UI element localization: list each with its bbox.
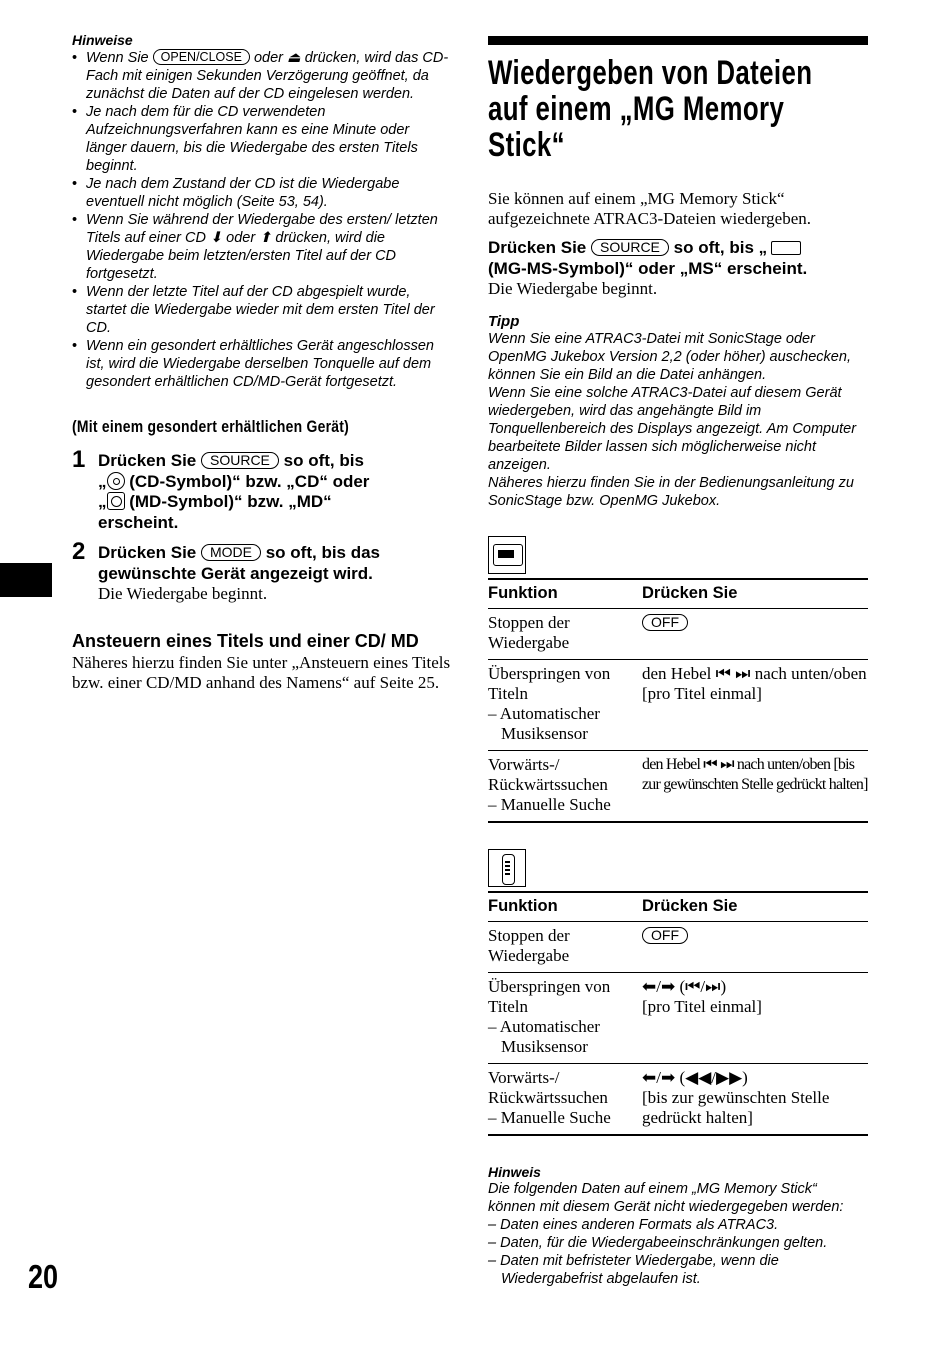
list-item: – Daten, für die Wiedergabeeinschränkungen gelten. [488, 1235, 828, 1251]
table-row: Überspringen von Titeln – Automatischer Musiksensor ⬅/➡ (⏮/⏭) [pro Titel einmal] [488, 973, 868, 1064]
off-button-label: OFF [642, 927, 688, 944]
table-row: Stoppen der Wiedergabe OFF [488, 922, 868, 973]
note-item: • Wenn Sie während der Wiedergabe des ersten/ letzten Titels auf einer CD ⬇ oder ⬆ drücken, wird die Wiedergabe beim letzten/ersten Titel auf der CD fortgesetzt. [72, 211, 452, 283]
tip-text: Wenn Sie eine ATRAC3-Datei mit SonicStage oder OpenMG Jukebox Version 2,2 (oder höher) auschecken, können Sie ein Bild an die Datei anhängen. Wenn Sie eine solche ATRAC3-Datei auf diesem Gerät wiedergeben, wird das angehängte Bild im Tonquellenbereich des Displays angezeigt. Am Computer bearbeitete Bilder lassen sich möglicherweise nicht anzeigen. Näheres hierzu finden Sie in der Bedienungsanleitung zu SonicStage bzw. OpenMG Jukebox. [488, 331, 857, 509]
table-header: Funktion [488, 892, 642, 922]
unit-function-table [488, 578, 868, 823]
note-item: • Je nach dem für die CD verwendeten Aufzeichnungsverfahren kann es eine Minute oder länger dauern, bis die Wiedergabe des ersten Titels beginnt. [72, 103, 452, 175]
step-1: 1 Drücken Sie SOURCE so oft, bis „ (CD-Symbol)“ bzw. „CD“ oder „ (MD-Symbol)“ bzw. „MD“ erscheint. [72, 446, 370, 532]
note-item: • Wenn ein gesondert erhältliches Gerät angeschlossen ist, wird die Wiedergabe derselben Tonquelle auf dem gesondert erhältlichen CD/MD-Gerät fortgesetzt. [72, 337, 452, 391]
notes-list [72, 49, 452, 391]
left-column [72, 32, 452, 693]
section-text: Näheres hierzu finden Sie unter „Ansteuern eines Titels bzw. einer CD/MD anhand des Namens“ auf Seite 25. [72, 653, 451, 692]
footnote-title: Hinweis [488, 1164, 541, 1180]
cd-symbol-icon [107, 472, 125, 490]
remote-control-icon [488, 849, 526, 887]
table-row: Vorwärts-/ Rückwärtssuchen – Manuelle Suche den Hebel ⏮ ⏭ nach unten/oben [bis zur gewünschten Stelle gedrückt halten] [488, 751, 868, 823]
footnote-text: Die folgenden Daten auf einem „MG Memory Stick“ können mit diesem Gerät nicht wiedergegeben werden: [488, 1181, 844, 1215]
step-result: Die Wiedergabe beginnt. [98, 584, 268, 603]
table-header: Drücken Sie [642, 892, 868, 922]
table-row: Stoppen der Wiedergabe OFF [488, 609, 868, 660]
list-item: – Daten eines anderen Formats als ATRAC3. [488, 1217, 779, 1233]
step-number: 1 [72, 446, 86, 473]
section-title: Ansteuern eines Titels und einer CD/ MD [72, 631, 419, 651]
subheading: (Mit einem gesondert erhältlichen Gerät) [72, 417, 350, 436]
mode-button-label: MODE [201, 544, 261, 561]
table-header: Funktion [488, 579, 642, 609]
instruction: Drücken Sie SOURCE so oft, bis „ (MG-MS-Symbol)“ oder „MS“ erscheint. [488, 238, 808, 278]
source-button-label: SOURCE [201, 452, 279, 469]
memory-stick-icon [771, 241, 801, 255]
footnote-list [488, 1216, 868, 1288]
step-2: 2 Drücken Sie MODE so oft, bis das gewünschte Gerät angezeigt wird. Die Wiedergabe beginnt. [72, 543, 452, 604]
instruction-result: Die Wiedergabe beginnt. [488, 279, 658, 298]
tip-title: Tipp [488, 313, 520, 330]
open-close-button-label: OPEN/CLOSE [153, 49, 250, 65]
page-title: Wiedergeben von Dateien auf einem „MG Memory Stick“ [488, 54, 813, 164]
intro-text: Sie können auf einem „MG Memory Stick“ aufgezeichnete ATRAC3-Dateien wiedergeben. [488, 189, 812, 228]
note-item: • Je nach dem Zustand der CD ist die Wiedergabe eventuell nicht möglich (Seite 53, 54). [72, 175, 452, 211]
table-row: Vorwärts-/ Rückwärtssuchen – Manuelle Suche ⬅/➡ (◀◀/▶▶) [bis zur gewünschten Stelle gedrückt halten] [488, 1064, 868, 1136]
table-row: Überspringen von Titeln – Automatischer Musiksensor den Hebel ⏮ ⏭ nach unten/oben [pro Titel einmal] [488, 660, 868, 751]
title-bar [488, 36, 868, 45]
main-unit-icon [488, 536, 526, 574]
note-item: • Wenn Sie OPEN/CLOSE oder ⏏ drücken, wird das CD-Fach mit einigen Sekunden Verzögerung geöffnet, da zunächst die Daten auf der CD eingelesen werden. [72, 49, 452, 103]
list-item: – Daten mit befristeter Wiedergabe, wenn die Wiedergabefrist abgelaufen ist. [488, 1253, 779, 1287]
step-number: 2 [72, 538, 86, 565]
notes-title: Hinweise [72, 32, 133, 48]
remote-function-table [488, 891, 868, 1136]
note-item: • Wenn der letzte Titel auf der CD abgespielt wurde, startet die Wiedergabe wieder mit dem ersten Titel der CD. [72, 283, 452, 337]
right-column [488, 36, 868, 1288]
md-symbol-icon [107, 492, 125, 510]
off-button-label: OFF [642, 614, 688, 631]
table-header: Drücken Sie [642, 579, 868, 609]
section-tab [0, 563, 52, 597]
source-button-label: SOURCE [591, 239, 669, 256]
page-number: 20 [28, 1258, 59, 1295]
